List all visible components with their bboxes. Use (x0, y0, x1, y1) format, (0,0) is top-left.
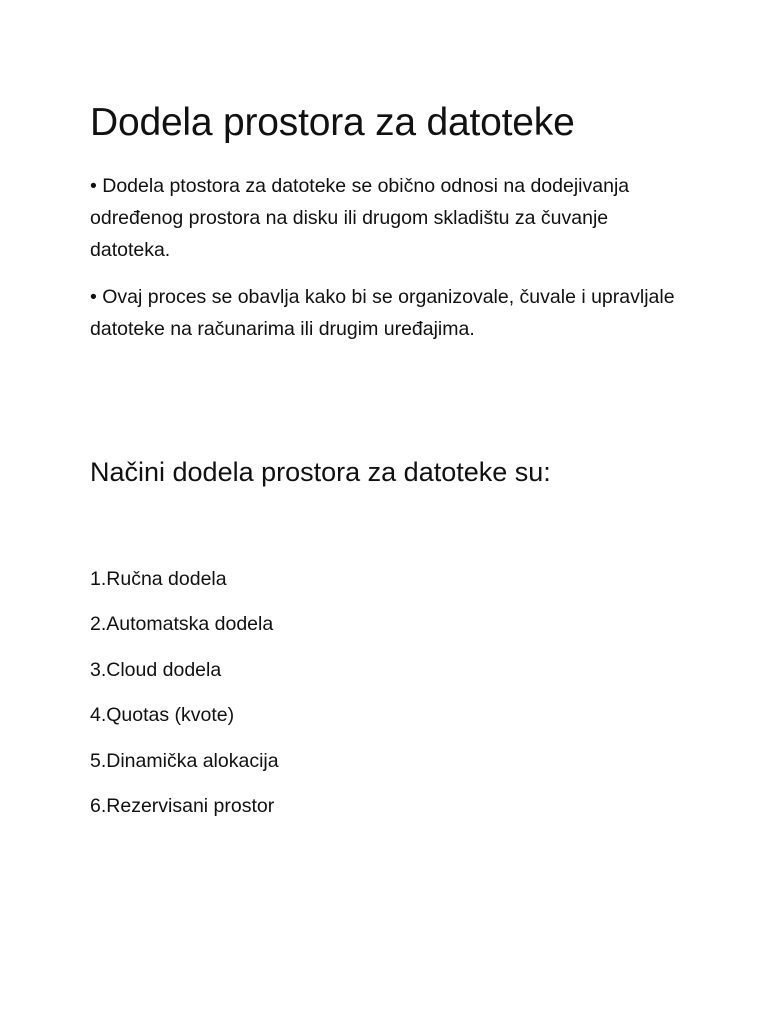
section-heading: Načini dodela prostora za datoteke su: (90, 457, 551, 487)
method-item: 3.Cloud dodela (90, 658, 222, 681)
method-item: 4.Quotas (kvote) (90, 704, 235, 727)
method-item: 6.Rezervisani prostor (90, 794, 275, 817)
method-item: 1.Ručna dodela (90, 568, 227, 590)
method-item: 2.Automatska dodela (90, 613, 274, 636)
page-title: Dodela prostora za datoteke (90, 101, 575, 144)
methods-list (90, 563, 279, 835)
bullet-item: • Ovaj proces se obavlja kako bi se organizovale, čuvale i upravljale datoteke na računarima ili drugim uređajima. (90, 286, 675, 340)
bullet-list (90, 170, 680, 360)
method-item: 5.Dinamička alokacija (90, 749, 279, 772)
bullet-item: • Dodela ptostora za datoteke se obično odnosi na dodejivanja određenog prostora na disku ili drugom skladištu za čuvanje datoteka. (90, 175, 630, 261)
